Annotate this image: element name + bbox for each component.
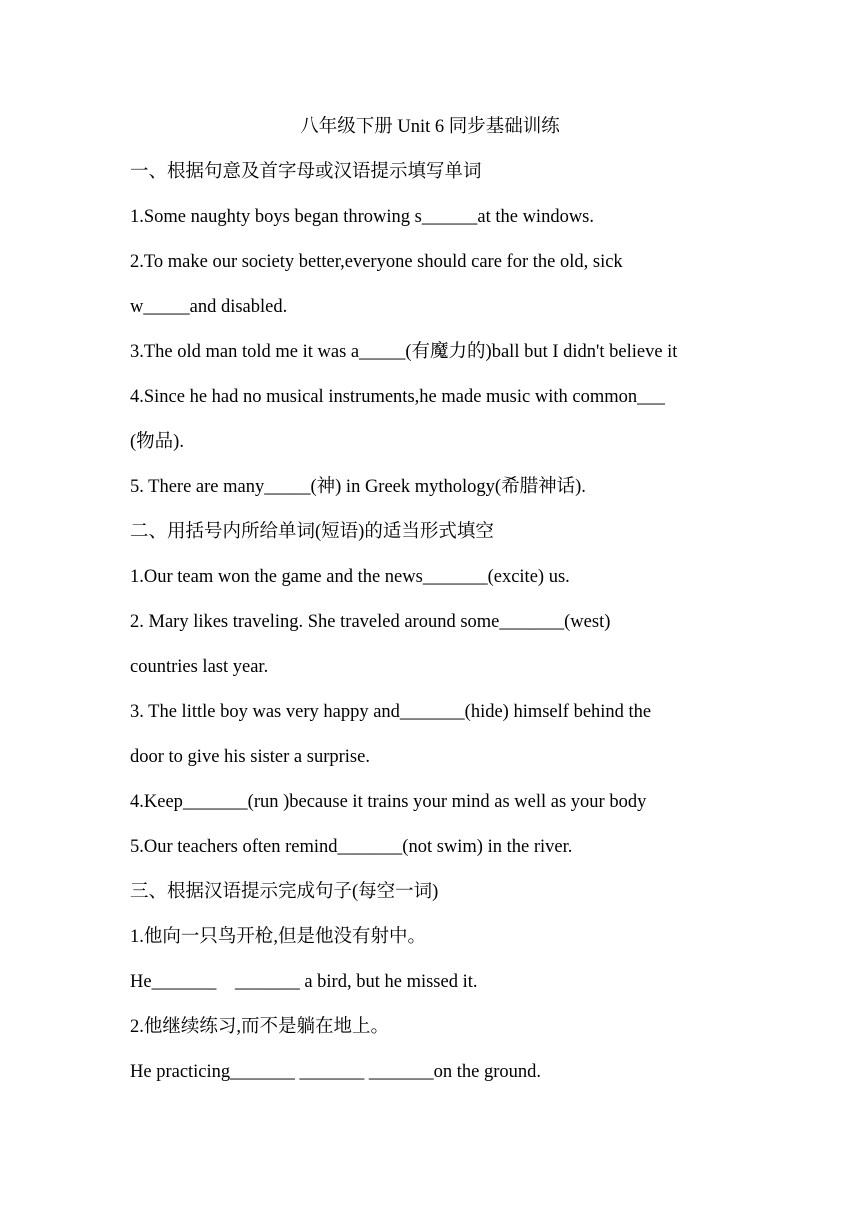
section-1-item-4: 4.Since he had no musical instruments,he made music with common___: [130, 387, 665, 407]
page-title: 八年级下册 Unit 6 同步基础训练: [300, 117, 560, 137]
section-3-item-2-chinese: 2.他继续练习,而不是躺在地上。: [130, 1017, 390, 1037]
section-2-item-5: 5.Our teachers often remind_______(not swim) in the river.: [130, 837, 573, 857]
section-1-item-2-cont: w_____and disabled.: [130, 297, 288, 317]
section-3-heading: 三、根据汉语提示完成句子(每空一词): [130, 882, 439, 902]
sentence-part-2: _______ a bird, but he missed it.: [234, 972, 478, 992]
section-2-item-3: 3. The little boy was very happy and_______(hide) himself behind the: [130, 702, 652, 722]
section-1-item-3: 3.The old man told me it was a_____(有魔力的)ball but I didn't believe it: [130, 342, 678, 362]
section-1-item-4-cont: (物品).: [130, 432, 184, 452]
section-1-item-2: 2.To make our society better,everyone should care for the old, sick: [130, 252, 623, 272]
section-3-item-2-english: He practicing_______ _______ _______on the ground.: [130, 1062, 542, 1082]
section-1-item-1: 1.Some naughty boys began throwing s______at the windows.: [130, 207, 594, 227]
section-3-item-1-chinese: 1.他向一只鸟开枪,但是他没有射中。: [130, 927, 427, 947]
section-2-item-2-cont: countries last year.: [130, 657, 269, 677]
section-2-heading: 二、用括号内所给单词(短语)的适当形式填空: [130, 522, 494, 542]
section-1-heading: 一、根据句意及首字母或汉语提示填写单词: [130, 162, 482, 182]
section-2-item-2: 2. Mary likes traveling. She traveled around some_______(west): [130, 612, 611, 632]
section-2-item-3-cont: door to give his sister a surprise.: [130, 747, 370, 767]
section-3-item-1-english: [130, 968, 478, 996]
section-2-item-4: 4.Keep_______(run )because it trains your mind as well as your body: [130, 792, 647, 812]
section-2-item-1: 1.Our team won the game and the news_______(excite) us.: [130, 567, 570, 587]
sentence-part-1: He_______: [130, 972, 221, 992]
section-1-item-5: 5. There are many_____(神) in Greek mythology(希腊神话).: [130, 477, 586, 497]
